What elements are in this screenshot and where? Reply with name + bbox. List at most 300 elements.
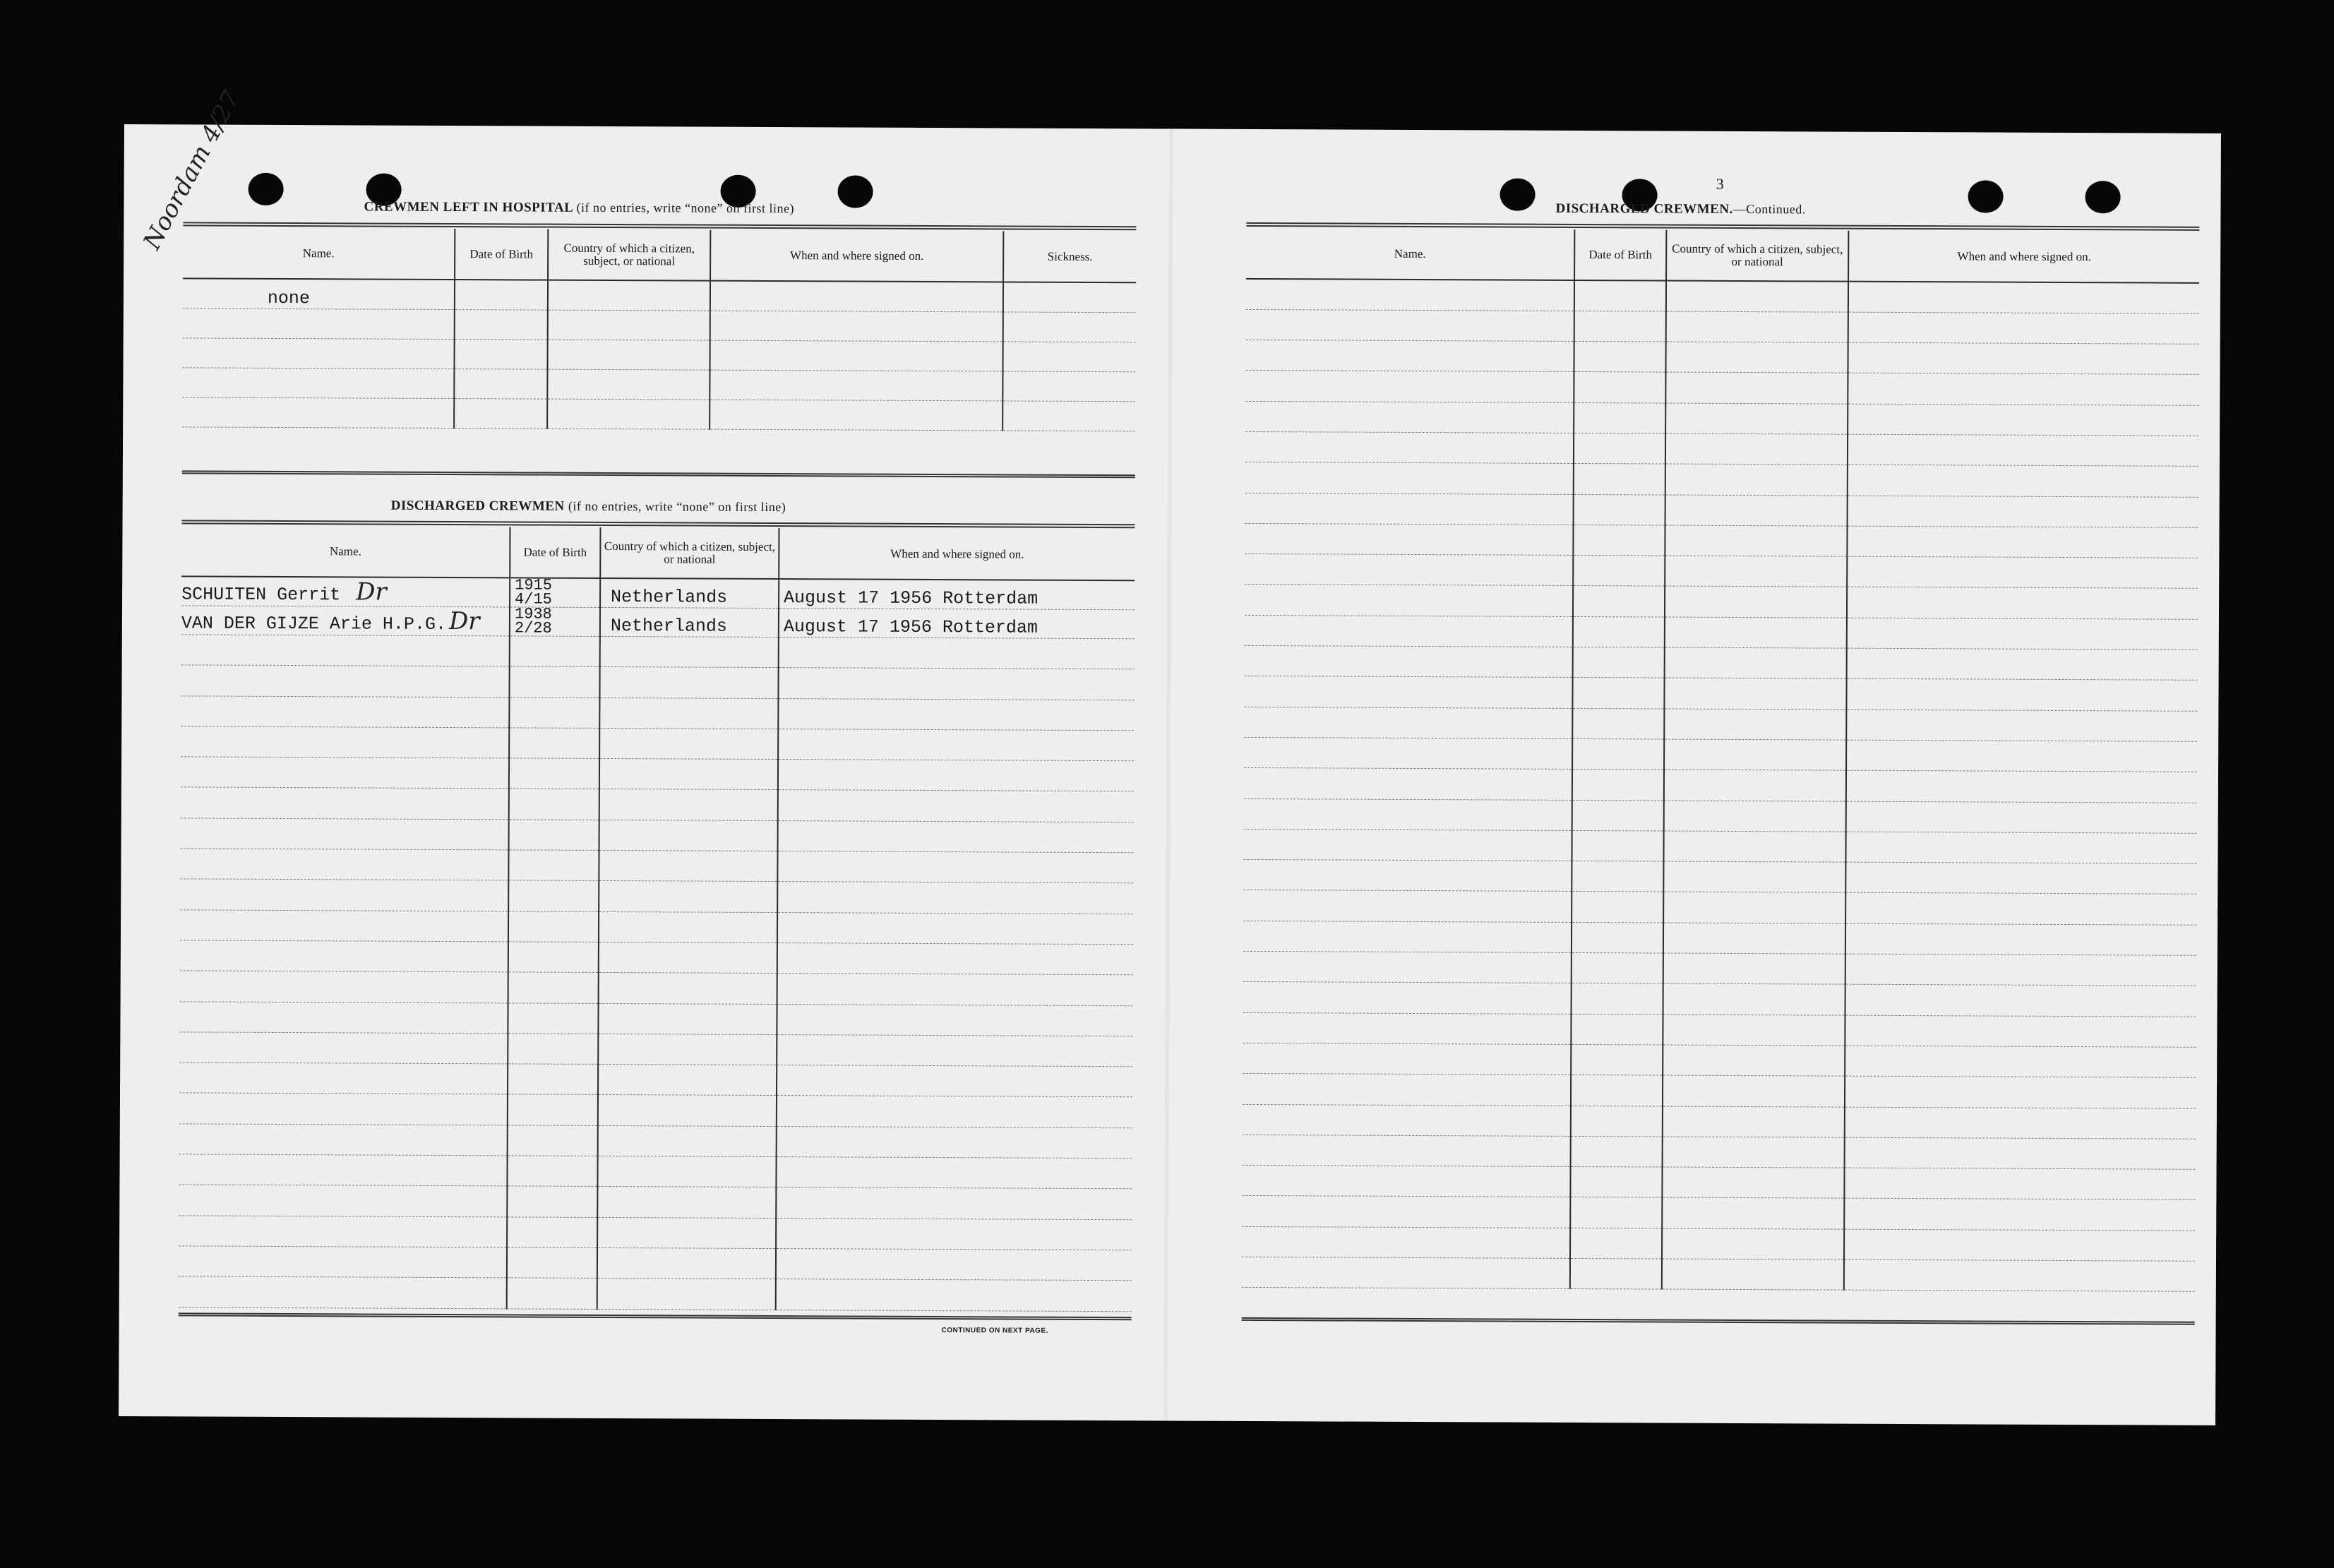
blank-ruled-row [179, 1032, 1132, 1067]
blank-cell [507, 1186, 597, 1217]
blank-cell [1848, 342, 2198, 374]
blank-cell [599, 973, 777, 1004]
blank-cell [1663, 1015, 1845, 1046]
blank-cell [1845, 1046, 2196, 1077]
crew-dob-day: 2/28 [514, 619, 552, 638]
blank-cell [1848, 404, 2198, 436]
blank-cell [1245, 371, 1574, 402]
blank-cell [1846, 710, 2197, 741]
blank-ruled-row [1243, 1074, 2196, 1108]
blank-cell [1245, 554, 1573, 586]
blank-cell [599, 759, 778, 790]
blank-cell [509, 697, 599, 728]
continued-title-suffix: —Continued. [1732, 201, 1806, 217]
blank-ruled-row [1243, 1104, 2196, 1139]
blank-cell [508, 972, 599, 1003]
blank-ruled-row [180, 879, 1133, 914]
hospital-section-title [364, 199, 794, 217]
blank-cell [1665, 586, 1847, 617]
blank-cell [508, 1034, 598, 1065]
blank-cell [600, 636, 779, 667]
blank-cell [599, 820, 778, 851]
blank-cell [509, 820, 599, 851]
blank-ruled-row [1243, 1043, 2196, 1077]
blank-cell [1571, 1014, 1663, 1045]
blank-cell [181, 818, 509, 850]
blank-cell [1848, 434, 2198, 466]
hospital-cell [182, 337, 454, 369]
blank-ruled-row [1243, 982, 2196, 1017]
hospital-cell [710, 370, 1003, 401]
blank-ruled-row [1245, 585, 2198, 619]
blank-cell [1572, 800, 1664, 831]
blank-ruled-row [179, 1063, 1132, 1097]
blank-ruled-row [180, 940, 1133, 975]
blank-cell [1242, 1257, 1570, 1288]
blank-cell [1665, 647, 1847, 678]
handwritten-initials: Dr [356, 577, 387, 606]
blank-cell [1245, 431, 1574, 463]
blank-cell [1664, 739, 1846, 770]
hospital-title-note: (if no entries, write “none” on first line) [576, 200, 795, 216]
crew-dob-day: 4/15 [515, 590, 552, 609]
blank-cell [1570, 1228, 1662, 1259]
blank-ruled-row [1245, 401, 2198, 436]
blank-cell [508, 1125, 598, 1156]
blank-cell [1574, 433, 1665, 464]
blank-cell [1570, 1167, 1662, 1198]
hospital-title: CREWMEN LEFT IN HOSPITAL [364, 199, 573, 215]
blank-cell [1244, 798, 1572, 830]
blank-cell [1574, 311, 1666, 342]
blank-ruled-row [179, 1001, 1132, 1036]
discharged-section-title [391, 498, 786, 515]
blank-cell [181, 695, 509, 727]
blank-cell [1846, 801, 2197, 833]
crew-dob-year: 1938 [514, 605, 552, 623]
discharged-bottom-rule [179, 1312, 1132, 1320]
blank-cell [1666, 311, 1848, 342]
blank-cell [1665, 342, 1848, 373]
blank-cell [1245, 340, 1574, 372]
margin-note-text: Noordam 4/27 [138, 86, 246, 255]
blank-ruled-row [181, 787, 1134, 822]
blank-cell [1846, 770, 2197, 802]
blank-cell [1847, 618, 2198, 650]
blank-cell [1665, 403, 1848, 434]
blank-cell [1845, 862, 2196, 894]
blank-cell [1572, 708, 1664, 739]
blank-ruled-row [1245, 371, 2198, 405]
blank-cell [508, 1064, 598, 1095]
blank-cell [179, 1063, 508, 1094]
blank-cell [179, 1246, 507, 1278]
crew-country: Netherlands [600, 578, 779, 609]
blank-cell [1245, 462, 1574, 494]
blank-cell [1845, 954, 2196, 986]
blank-cell [508, 942, 599, 973]
blank-cell [1847, 556, 2198, 588]
crew-dob [510, 607, 600, 637]
blank-ruled-row [1245, 431, 2198, 466]
blank-cell [1243, 982, 1572, 1014]
blank-cell [1665, 433, 1848, 465]
continued-header-name: Name. [1246, 228, 1574, 280]
blank-cell [507, 1156, 597, 1187]
blank-cell [777, 912, 1133, 944]
blank-cell [778, 820, 1134, 852]
blank-cell [776, 1157, 1132, 1189]
blank-cell [180, 849, 508, 880]
blank-ruled-row [181, 818, 1134, 853]
blank-ruled-row [179, 1276, 1132, 1311]
hospital-cell [548, 280, 710, 311]
blank-ruled-row [1245, 554, 2198, 589]
blank-cell [599, 698, 778, 729]
blank-cell [1845, 984, 2196, 1016]
blank-cell [1663, 1075, 1845, 1106]
blank-cell [1243, 1043, 1571, 1075]
blank-cell [1243, 1104, 1571, 1136]
blank-cell [1572, 922, 1663, 953]
hospital-cell [1003, 311, 1136, 342]
blank-cell [179, 1093, 508, 1125]
blank-ruled-row [1245, 615, 2198, 650]
blank-cell [1663, 953, 1845, 984]
blank-cell [1845, 1137, 2196, 1169]
blank-cell [507, 1247, 597, 1279]
blank-ruled-row [180, 910, 1133, 945]
discharged-table [179, 525, 1135, 1311]
blank-cell [179, 1032, 508, 1064]
blank-cell [1663, 983, 1845, 1015]
blank-cell [179, 1276, 507, 1308]
blank-cell [1245, 585, 1573, 616]
blank-cell [1663, 1137, 1845, 1168]
blank-cell [597, 1156, 776, 1187]
continued-header-signed-on: When and where signed on. [1848, 231, 2199, 283]
blank-cell [1664, 770, 1846, 801]
blank-cell [777, 1065, 1132, 1097]
blank-cell [1572, 892, 1663, 923]
blank-cell [1844, 1229, 2195, 1261]
hospital-header-signed-on: When and where signed on. [710, 230, 1003, 282]
blank-cell [597, 1187, 776, 1218]
blank-cell [597, 1247, 776, 1279]
blank-cell [777, 1004, 1132, 1036]
blank-cell [510, 636, 600, 667]
continued-note: CONTINUED ON NEXT PAGE. [941, 1327, 1048, 1335]
blank-ruled-row [1245, 340, 2198, 375]
blank-cell [1663, 831, 1845, 862]
blank-cell [598, 1125, 777, 1156]
blank-cell [1664, 801, 1846, 832]
blank-cell [1571, 1106, 1663, 1137]
blank-cell [597, 1217, 776, 1248]
blank-ruled-row [1243, 890, 2196, 925]
blank-cell [1848, 312, 2199, 344]
blank-cell [1845, 1015, 2196, 1047]
continued-bottom-rule [1242, 1317, 2195, 1325]
blank-cell [1243, 1012, 1571, 1044]
crew-dob-year: 1915 [515, 576, 553, 594]
blank-cell [777, 974, 1133, 1005]
blank-cell [1242, 1226, 1570, 1258]
blank-ruled-row [179, 1246, 1132, 1281]
hospital-cell [1003, 282, 1136, 312]
blank-cell [179, 1215, 507, 1247]
hospital-bottom-rule [182, 470, 1135, 478]
blank-cell [778, 729, 1134, 760]
blank-cell [1572, 983, 1663, 1015]
discharged-row [181, 606, 1135, 639]
blank-cell [1570, 1258, 1662, 1289]
discharged-continued-title [1555, 201, 1805, 218]
hospital-cell [1003, 341, 1135, 371]
hospital-cell [454, 398, 547, 429]
blank-cell [1665, 556, 1847, 587]
handwritten-initials: Dr [448, 607, 480, 636]
hospital-header-name: Name. [183, 227, 455, 280]
left-page [119, 124, 1169, 1470]
crew-name-text: SCHUITEN Gerrit [181, 584, 341, 606]
blank-cell [776, 1279, 1132, 1311]
blank-ruled-row [1242, 1257, 2195, 1291]
blank-cell [1846, 740, 2197, 772]
blank-cell [1244, 737, 1572, 769]
hospital-rows [182, 278, 1136, 431]
hospital-cell [710, 340, 1003, 371]
blank-cell [1663, 923, 1845, 954]
blank-cell [1665, 495, 1848, 526]
blank-cell [777, 943, 1133, 975]
hospital-cell [547, 399, 710, 429]
blank-cell [1243, 890, 1572, 922]
blank-ruled-row [1244, 676, 2197, 711]
discharged-continued-table [1242, 228, 2200, 1292]
hospital-entry-name: none [183, 278, 455, 309]
crew-signed-on: August 17 1956 Rotterdam [779, 609, 1135, 639]
hospital-cell [710, 400, 1003, 431]
blank-cell [179, 1154, 507, 1186]
blank-cell [1847, 587, 2198, 619]
blank-cell [599, 942, 777, 973]
blank-cell [1663, 892, 1845, 923]
blank-cell [509, 758, 599, 789]
manifest-sheet [119, 86, 2221, 1425]
blank-cell [599, 789, 778, 820]
blank-cell [1572, 952, 1663, 983]
blank-cell [509, 728, 599, 759]
blank-cell [180, 879, 508, 911]
blank-cell [508, 1094, 598, 1125]
blank-cell [1663, 1106, 1845, 1137]
blank-cell [181, 787, 509, 819]
hospital-cell [455, 280, 548, 310]
blank-cell [599, 851, 777, 882]
blank-cell [1244, 768, 1572, 800]
blank-cell [1844, 1259, 2195, 1291]
hospital-row [182, 337, 1135, 371]
crew-dob [510, 577, 600, 607]
hospital-cell [710, 281, 1003, 312]
blank-cell [179, 1124, 508, 1156]
blank-cell [777, 1034, 1132, 1066]
blank-cell [1572, 861, 1663, 892]
blank-cell [777, 1096, 1132, 1127]
blank-ruled-row [181, 635, 1135, 669]
hospital-cell [454, 369, 547, 399]
blank-cell [1845, 1107, 2196, 1139]
blank-ruled-row [1242, 1166, 2195, 1200]
blank-cell [1574, 342, 1665, 373]
blank-cell [599, 911, 777, 942]
blank-cell [1573, 616, 1665, 647]
hospital-cell [710, 311, 1003, 342]
blank-cell [776, 1187, 1132, 1219]
blank-ruled-row [1243, 921, 2196, 955]
blank-cell [1243, 1074, 1571, 1106]
blank-ruled-row [179, 1185, 1132, 1219]
blank-cell [1573, 556, 1665, 587]
blank-cell [1243, 921, 1572, 952]
blank-cell [508, 1003, 598, 1034]
blank-ruled-row [1245, 462, 2198, 497]
blank-ruled-row [181, 695, 1134, 730]
blank-cell [1244, 676, 1572, 708]
hospital-row [182, 367, 1135, 401]
blank-cell [1662, 1167, 1844, 1198]
blank-cell [1243, 951, 1572, 983]
blank-cell [507, 1278, 597, 1309]
blank-cell [1848, 373, 2198, 405]
hospital-header-country: Country of which a citizen, subject, or national [548, 229, 710, 281]
hospital-header-dob: Date of Birth [455, 229, 548, 280]
hospital-cell [547, 369, 710, 400]
blank-cell [507, 1217, 597, 1248]
continued-rows [1242, 279, 2199, 1292]
blank-cell [181, 635, 510, 666]
blank-cell [598, 1003, 777, 1034]
blank-ruled-row [181, 726, 1134, 761]
hospital-cell [455, 309, 548, 340]
right-page [1171, 129, 2221, 1475]
blank-cell [1662, 1197, 1844, 1228]
blank-cell [1573, 586, 1665, 617]
hospital-cell [547, 340, 710, 370]
blank-cell [1665, 464, 1848, 495]
page-number: 3 [1716, 174, 1724, 193]
hospital-cell [454, 339, 547, 369]
blank-cell [1847, 526, 2198, 558]
blank-cell [1574, 280, 1666, 311]
blank-cell [777, 1126, 1132, 1158]
discharged-rows [179, 576, 1135, 1311]
blank-ruled-row [1243, 951, 2196, 986]
blank-ruled-row [1244, 707, 2197, 741]
blank-ruled-row [1246, 309, 2199, 344]
blank-ruled-row [181, 665, 1134, 700]
continued-header-dob: Date of Birth [1574, 229, 1666, 281]
blank-cell [1245, 523, 1573, 555]
blank-ruled-row [179, 1215, 1132, 1250]
blank-cell [181, 665, 509, 697]
blank-cell [1573, 647, 1665, 678]
crew-signed-on: August 17 1956 Rotterdam [779, 579, 1135, 610]
blank-cell [599, 881, 777, 912]
hospital-row [183, 308, 1136, 342]
blank-ruled-row [1246, 279, 2199, 313]
blank-cell [1571, 1075, 1663, 1106]
blank-ruled-row [1243, 860, 2196, 894]
hospital-cell [182, 397, 454, 428]
blank-cell [598, 1065, 777, 1096]
blank-cell [179, 1185, 507, 1216]
blank-cell [1572, 830, 1663, 861]
blank-cell [1574, 464, 1665, 495]
blank-cell [180, 971, 508, 1003]
blank-ruled-row [180, 849, 1133, 883]
blank-ruled-row [1245, 523, 2198, 558]
blank-cell [179, 1001, 508, 1033]
hospital-row [183, 278, 1136, 312]
blank-cell [1243, 1135, 1571, 1166]
blank-cell [509, 666, 599, 698]
blank-cell [1848, 282, 2199, 313]
blank-cell [1243, 829, 1572, 861]
blank-cell [1663, 861, 1845, 892]
crew-name [181, 606, 510, 636]
blank-cell [778, 760, 1134, 791]
blank-ruled-row [1244, 798, 2197, 833]
blank-ruled-row [1245, 645, 2198, 680]
discharged-header-name: Name. [181, 525, 510, 577]
blank-cell [509, 789, 599, 820]
blank-ruled-row [179, 1154, 1132, 1189]
blank-cell [1845, 923, 2196, 955]
blank-cell [1845, 893, 2196, 925]
blank-cell [1845, 1076, 2196, 1108]
blank-cell [597, 1279, 776, 1310]
blank-cell [776, 1218, 1132, 1250]
hospital-table [182, 227, 1136, 431]
hospital-cell [548, 310, 710, 340]
blank-cell [1246, 279, 1574, 311]
blank-cell [1664, 678, 1846, 709]
blank-ruled-row [1242, 1196, 2195, 1231]
blank-ruled-row [1244, 768, 2197, 803]
blank-cell [508, 880, 599, 911]
blank-ruled-row [1242, 1226, 2195, 1261]
blank-cell [1844, 1168, 2195, 1199]
hospital-row [182, 397, 1135, 431]
blank-cell [1662, 1259, 1844, 1290]
blank-cell [1242, 1196, 1570, 1228]
discharged-row [181, 576, 1135, 609]
blank-cell [778, 790, 1134, 822]
blank-cell [1663, 1045, 1845, 1076]
blank-cell [1846, 679, 2197, 711]
blank-cell [1845, 832, 2196, 863]
blank-cell [777, 851, 1133, 883]
blank-cell [599, 667, 778, 698]
blank-cell [181, 726, 509, 758]
blank-cell [180, 910, 508, 942]
hospital-cell [1003, 371, 1135, 401]
blank-cell [1665, 525, 1847, 556]
blank-ruled-row [1243, 1012, 2196, 1047]
blank-ruled-row [1243, 1135, 2196, 1169]
